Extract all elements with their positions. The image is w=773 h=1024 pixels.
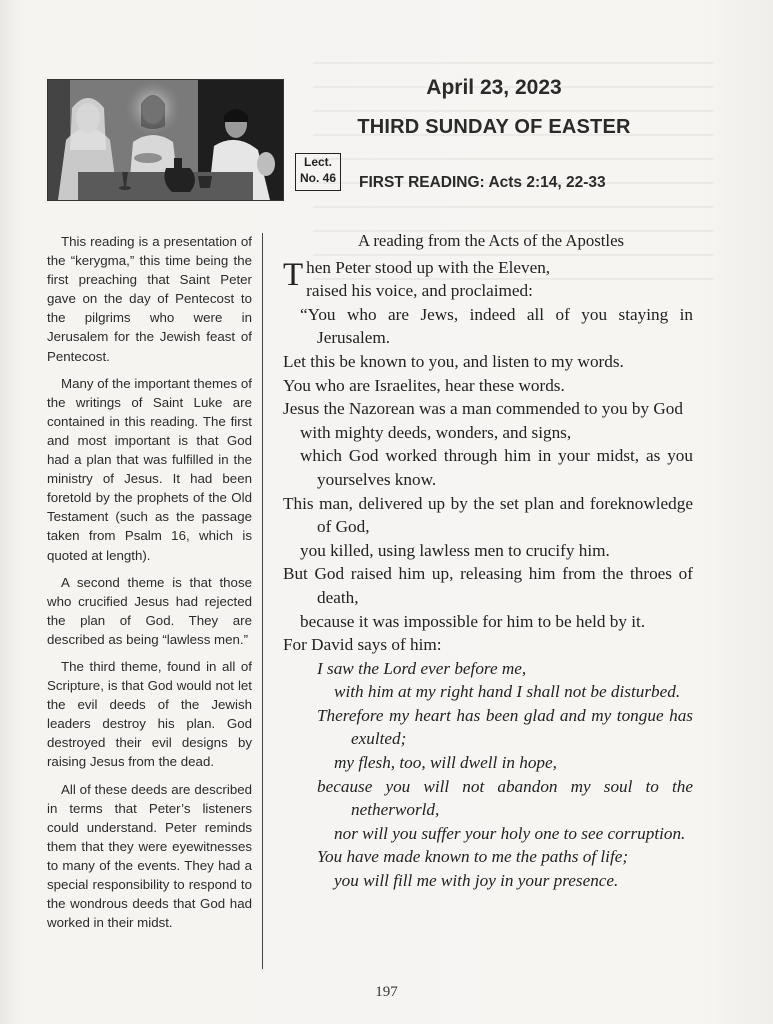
reading-line: Let this be known to you, and listen to my words. bbox=[283, 351, 624, 371]
drop-cap: T bbox=[283, 256, 304, 293]
reading-line: This man, delivered up by the set plan and foreknowledge of God, bbox=[283, 493, 693, 537]
commentary-paragraph: The third theme, found in all of Scripture, is that God would not let the evil deeds of the Jewish leaders destroy his plan. God destroyed their evil designs by raising Jesus from the dead. bbox=[47, 658, 252, 770]
reading-line: you will fill me with joy in your presence. bbox=[334, 871, 619, 891]
commentary-paragraph: Many of the important themes of the writings of Saint Luke are contained in this reading. The first and most important is that God had a plan that was fulfilled in the ministry of Jesus. It had been foretold by the prophets of the Old Testament (such as the passage taken from Psalm 16, which is quoted at length). bbox=[47, 375, 252, 563]
reading-lines bbox=[283, 279, 693, 892]
celebration-date: April 23, 2023 bbox=[426, 76, 562, 99]
reading-line: Jesus the Nazorean was a man commended to you by God bbox=[283, 399, 683, 419]
reading-intro: A reading from the Acts of the Apostles bbox=[357, 231, 625, 250]
reading-line: Therefore my heart has been glad and my tongue has exulted; bbox=[317, 705, 693, 749]
lectionary-number: No. 46 bbox=[299, 171, 336, 185]
commentary-paragraph: All of these deeds are described in terms that Peter’s listeners could understand. Peter reminds them that they were eyewitnesses to many of the events. They had a special responsibility to respond to the wondrous deeds that God had worked in their midst. bbox=[47, 781, 252, 931]
illustration-drawing bbox=[48, 80, 283, 200]
reading-line: which God worked through him in your midst, as you yourselves know. bbox=[300, 446, 693, 489]
reading-line: because it was impossible for him to be held by it. bbox=[300, 611, 646, 631]
reading-line-text: hen Peter stood up with the Eleven, bbox=[306, 257, 551, 277]
emmaus-supper-illustration bbox=[47, 79, 284, 201]
reading-line: For David says of him: bbox=[283, 635, 442, 655]
scripture-reading bbox=[283, 229, 693, 893]
reading-line: nor will you suffer your holy one to see corruption. bbox=[334, 823, 686, 843]
reading-line: “You who are Jews, indeed all of you staying in Jerusalem. bbox=[300, 304, 693, 348]
commentary-paragraph: A second theme is that those who crucified Jesus had rejected the plan of God. They are described as being “lawless men.” bbox=[47, 574, 252, 647]
celebration-title: THIRD SUNDAY OF EASTER bbox=[357, 116, 631, 138]
reading-line: You have made known to me the paths of life; bbox=[317, 847, 629, 867]
reading-line: with mighty deeds, wonders, and signs, bbox=[300, 422, 572, 442]
commentary-paragraph: This reading is a presentation of the “kerygma,” this time being the first preaching that Saint Peter gave on the day of Pentecost to the pilgrims who were in Jerusalem for the Jewish feast of Pentecost. bbox=[47, 234, 252, 364]
reading-line: you killed, using lawless men to crucify him. bbox=[300, 540, 610, 560]
reading-line: But God raised him up, releasing him from the throes of death, bbox=[283, 564, 693, 607]
lectionary-number-box bbox=[295, 153, 341, 191]
reading-line: my flesh, too, will dwell in hope, bbox=[334, 753, 557, 773]
reading-heading: FIRST READING: Acts 2:14, 22-33 bbox=[359, 174, 606, 191]
page-number: 197 bbox=[375, 984, 398, 1000]
reading-line: I saw the Lord ever before me, bbox=[317, 658, 527, 678]
column-divider bbox=[262, 233, 263, 969]
reading-line: You who are Israelites, hear these words. bbox=[283, 375, 565, 395]
reading-line: because you will not abandon my soul to the netherworld, bbox=[317, 776, 693, 820]
lectionary-label: Lect. bbox=[303, 155, 332, 169]
reading-line: raised his voice, and proclaimed: bbox=[306, 281, 533, 301]
reading-line: with him at my right hand I shall not be disturbed. bbox=[334, 682, 681, 702]
commentary-column bbox=[47, 232, 252, 940]
